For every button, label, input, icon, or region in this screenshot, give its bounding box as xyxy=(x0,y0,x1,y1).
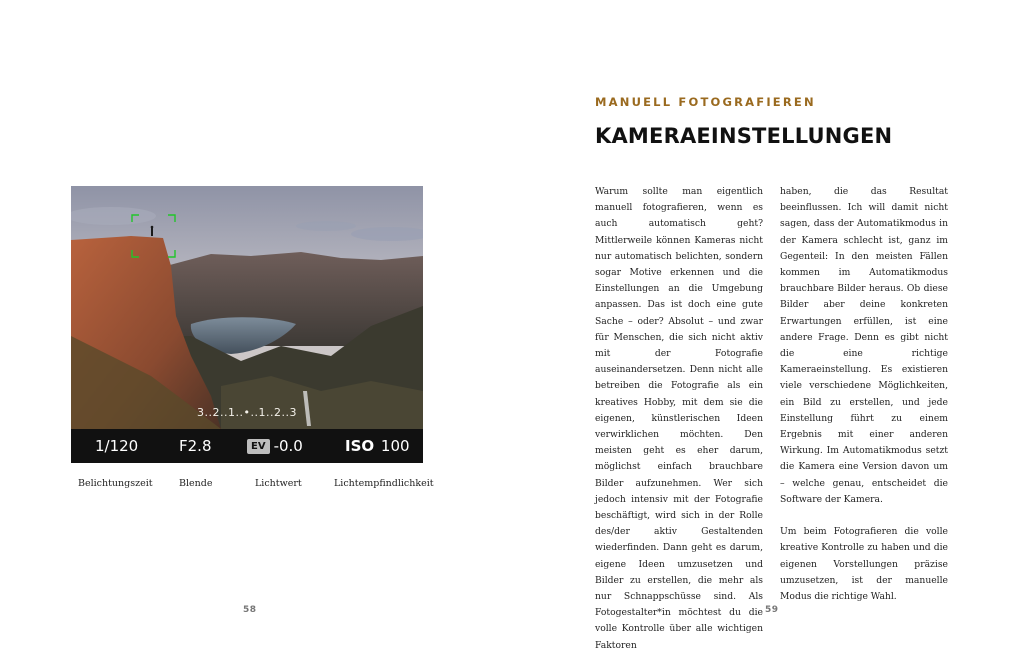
caption-iso: Lichtempfindlichkeit xyxy=(334,478,434,489)
camera-viewfinder-figure xyxy=(71,186,423,463)
ev-badge: EV xyxy=(247,439,270,454)
shutter-speed-value: 1/120 xyxy=(95,437,139,455)
body-paragraph: Um beim Fotografieren die volle kreative Kontrolle zu haben und die eigenen Vorstellungen präzise umzusetzen, ist der manuelle Modus die richtige Wahl. xyxy=(780,526,948,603)
section-kicker: MANUELL FOTOGRAFIEREN xyxy=(595,95,816,109)
caption-aperture: Blende xyxy=(179,478,213,489)
iso-value: 100 xyxy=(380,437,410,455)
exposure-value-readout xyxy=(247,429,303,463)
caption-shutter: Belichtungszeit xyxy=(78,478,153,489)
camera-settings-bar xyxy=(71,429,423,463)
landscape-photo xyxy=(71,186,423,429)
iso-label: ISO xyxy=(345,437,375,455)
text-column-2 xyxy=(780,184,948,605)
caption-exposure-value: Lichtwert xyxy=(255,478,302,489)
page-number-right: 59 xyxy=(765,605,779,615)
aperture-value: F2.8 xyxy=(179,437,212,455)
page-number-left: 58 xyxy=(243,605,257,615)
setting-captions xyxy=(71,478,434,492)
landscape-illustration xyxy=(71,186,423,429)
body-paragraph: Warum sollte man eigentlich manuell fotografieren, wenn es auch automatisch geht? Mittlerweile können Kameras nicht nur automatisch belichten, sondern sogar Motive erkennen und die Einstellungen an die Umgebung anpassen. Das ist doch eine gute Sache – oder? Absolut – und zwar für Menschen, die sich nicht aktiv mit der Fotografie auseinandersetzen. Denn nicht alle betreiben die Fotografie als ein kreatives Hobby, mit dem sie die eigenen, künstlerischen Ideen verwirklichen möchten. Den meisten geht es eher darum, möglichst einfach brauchbare Bilder aufzunehmen. Wer sich jedoch intensiv mit der Fotografie beschäftigt, wird sich in der Rolle des/der aktiv Gestaltenden wiederfinden. Dann geht es darum, eigene Ideen umzusetzen und Bilder zu erstellen, die mehr als nur Schnappschüsse sind. Als Fotogestalter*in möchtest du die volle Kontrolle über alle wichtigen Faktoren xyxy=(595,186,763,651)
exposure-meter-scale: 3..2..1..•..1..2..3 xyxy=(197,406,297,419)
ev-value: -0.0 xyxy=(273,437,303,455)
body-paragraph: haben, die das Resultat beeinflussen. Ich will damit nicht sagen, dass der Automatikmodus in der Kamera schlecht ist, ganz im Gegenteil: In den meisten Fällen kommen im Automatikmodus brauchbare Bilder heraus. Ob diese Bilder aber deine konkreten Erwartungen erfüllen, ist eine andere Frage. Denn es gibt nicht die eine richtige Kameraeinstellung. Es existieren viele verschiedene Möglichkeiten, ein Bild zu erstellen, und jede Einstellung führt zu einem Ergebnis mit einer anderen Wirkung. Im Automatikmodus setzt die Kamera eine Version davon um – welche genau, entscheidet die Software der Kamera. xyxy=(780,186,948,505)
text-column-1 xyxy=(595,184,763,654)
iso-readout xyxy=(345,429,410,463)
page-title: KAMERAEINSTELLUNGEN xyxy=(595,124,893,148)
